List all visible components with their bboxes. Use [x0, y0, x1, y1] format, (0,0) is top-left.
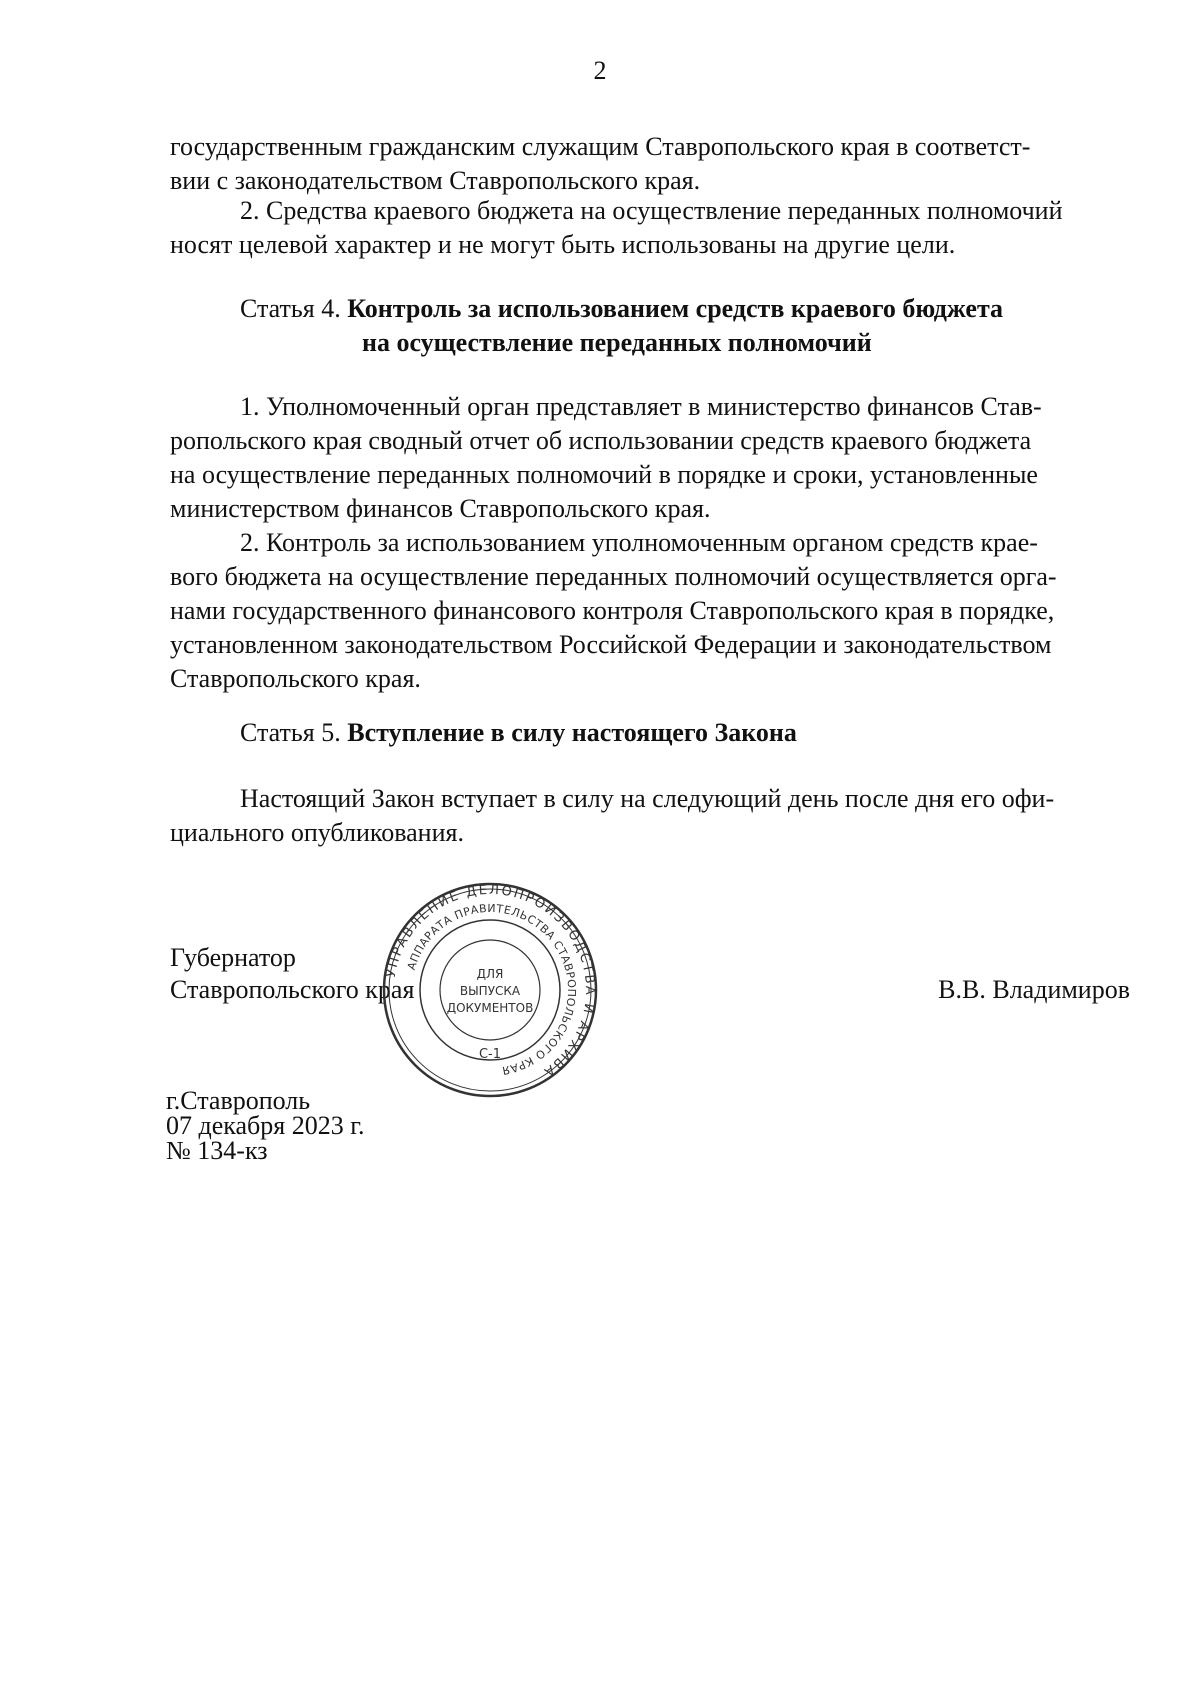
stamp-center-line1: ДЛЯ	[476, 967, 504, 981]
intro-line: вии с законодательством Ставропольского края.	[170, 166, 701, 195]
place-city: г.Ставрополь	[166, 1086, 311, 1115]
stamp-center-line2: ВЫПУСКА	[459, 984, 521, 998]
article-5-body	[170, 782, 1130, 850]
signature-position-line1: Губернатор	[170, 943, 296, 972]
intro-item-2	[170, 194, 1130, 262]
article-4-item-1	[170, 390, 1130, 526]
article-5-heading	[170, 716, 1130, 750]
article-4-item-2-line: 2. Контроль за использованием уполномоченным органом средств крае-	[240, 528, 1038, 557]
article-4-prefix: Статья 4.	[240, 294, 341, 323]
stamp-code: С-1	[478, 1047, 502, 1062]
article-4-title-line1: Контроль за использованием средств краевого бюджета	[347, 294, 1004, 323]
stamp-outer-text: УПРАВЛЕНИЕ ДЕЛОПРОИЗВОДСТВА И АРХИВА	[383, 882, 598, 1080]
article-4-item-1-line: министерством финансов Ставропольского края.	[170, 494, 711, 523]
article-4-item-1-line: на осуществление переданных полномочий в порядке и сроки, установленные	[170, 460, 1038, 489]
signature-name: В.В. Владимиров	[938, 975, 1130, 1004]
article-4-item-1-line: ропольского края сводный отчет об использовании средств краевого бюджета	[170, 426, 1032, 455]
page-number: 2	[593, 56, 607, 85]
official-stamp	[380, 880, 600, 1100]
article-4-title-line2: на осуществление переданных полномочий	[362, 328, 872, 357]
article-4-heading	[170, 292, 1130, 360]
intro-item-2-line: 2. Средства краевого бюджета на осуществление переданных полномочий	[240, 196, 1063, 225]
article-5-title: Вступление в силу настоящего Закона	[347, 718, 797, 747]
signature-position-line2: Ставропольского края	[170, 975, 415, 1004]
stamp-inner-ring-text: АППАРАТА ПРАВИТЕЛЬСТВА СТАВРОПОЛЬСКОГО КРАЯ	[404, 901, 579, 1078]
article-5-body-line: Настоящий Закон вступает в силу на следующий день после дня его офи-	[240, 784, 1055, 813]
intro-line: государственным гражданским служащим Ставропольского края в соответст-	[170, 132, 1031, 161]
article-5-body-line: циального опубликования.	[170, 818, 464, 847]
article-4-item-1-line: 1. Уполномоченный орган представляет в министерство финансов Став-	[240, 392, 1042, 421]
place-date-block	[166, 1088, 364, 1163]
signature-position	[170, 942, 414, 1006]
intro-paragraph	[170, 130, 1130, 198]
document-number: № 134-кз	[166, 1136, 268, 1165]
article-4-item-2-line: нами государственного финансового контроля Ставропольского края в порядке,	[170, 596, 1055, 625]
article-5-prefix: Статья 5.	[240, 718, 341, 747]
stamp-center-line3: ДОКУМЕНТОВ	[446, 1001, 534, 1015]
intro-item-2-line: носят целевой характер и не могут быть использованы на другие цели.	[170, 230, 956, 259]
article-4-item-2-line: вого бюджета на осуществление переданных полномочий осуществляется орга-	[170, 562, 1057, 591]
article-4-item-2-line: Ставропольского края.	[170, 664, 421, 693]
document-date: 07 декабря 2023 г.	[166, 1111, 365, 1140]
article-4-item-2-line: установленном законодательством Российской Федерации и законодательством	[170, 630, 1052, 659]
article-4-item-2	[170, 526, 1130, 696]
